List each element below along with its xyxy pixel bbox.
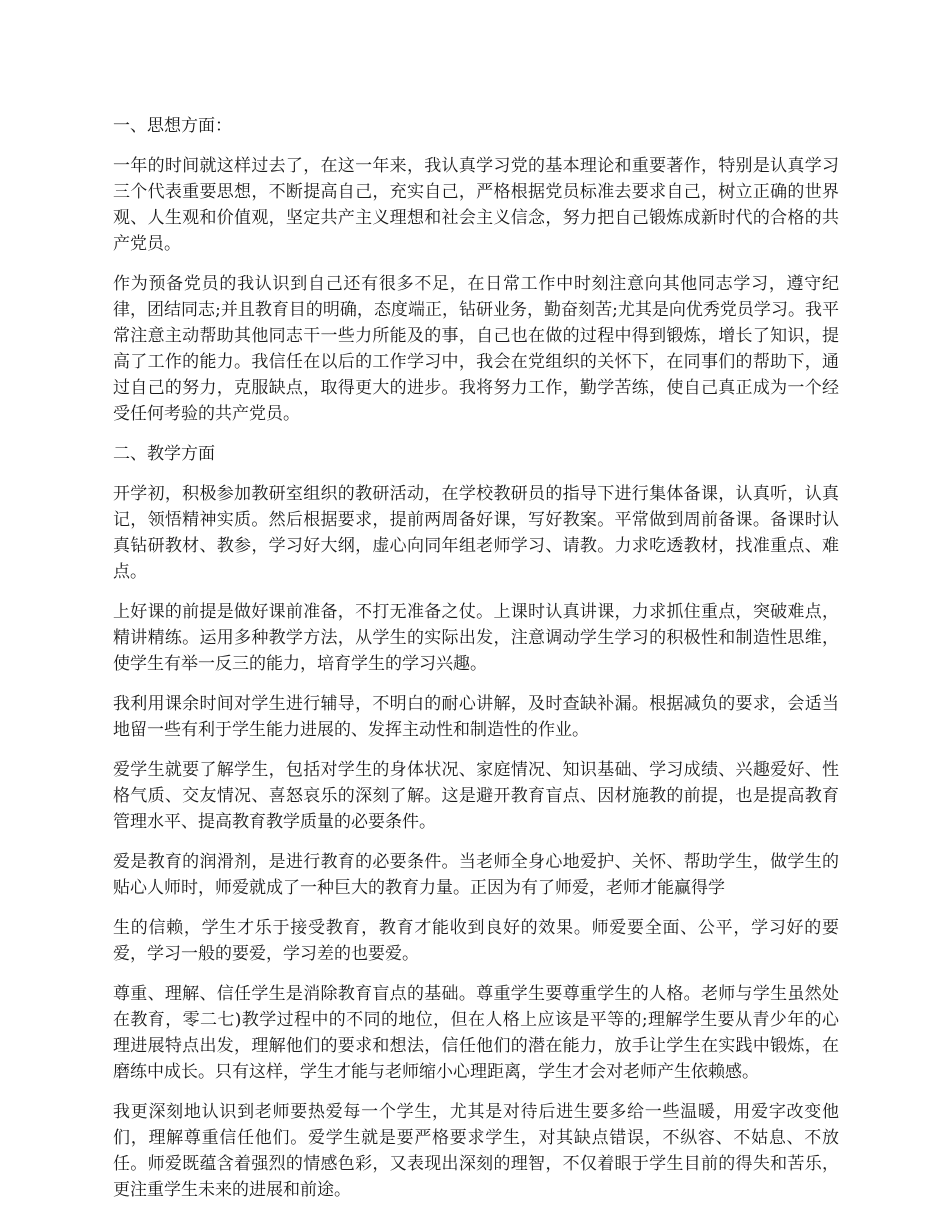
paragraph: 爱是教育的润滑剂，是进行教育的必要条件。当老师全身心地爱护、关怀、帮助学生，做学生的贴心人师时，师爱就成了一种巨大的教育力量。正因为有了师爱，老师才能赢得学 [113, 852, 839, 898]
paragraph: 爱学生就要了解学生，包括对学生的身体状况、家庭情况、知识基础、学习成绩、兴趣爱好、性格气质、交友情况、喜怒哀乐的深刻了解。这是避开教育盲点、因材施教的前提，也是提高教育管理水平、提高教育教学质量的必要条件。 [113, 760, 839, 832]
paragraph: 我利用课余时间对学生进行辅导，不明白的耐心讲解，及时查缺补漏。根据减负的要求，会适当地留一些有利于学生能力进展的、发挥主动性和制造性的作业。 [113, 694, 839, 740]
paragraph: 一年的时间就这样过去了，在这一年来，我认真学习党的基本理论和重要著作，特别是认真学习三个代表重要思想，不断提高自己，充实自己，严格根据党员标准去要求自己，树立正确的世界观、人生观和价值观，坚定共产主义理想和社会主义信念，努力把自己锻炼成新时代的合格的共产党员。 [113, 156, 839, 254]
paragraph: 上好课的前提是做好课前准备，不打无准备之仗。上课时认真讲课，力求抓住重点，突破难点，精讲精练。运用多种教学方法，从学生的实际出发，注意调动学生学习的积极性和制造性思维，使学生有举一反三的能力，培育学生的学习兴趣。 [113, 602, 839, 674]
paragraph: 作为预备党员的我认识到自己还有很多不足，在日常工作中时刻注意向其他同志学习，遵守纪律，团结同志;并且教育目的明确，态度端正，钻研业务，勤奋刻苦;尤其是向优秀党员学习。我平常注意主动帮助其他同志干一些力所能及的事，自己也在做的过程中得到锻炼，增长了知识，提高了工作的能力。我信任在以后的工作学习中，我会在党组织的关怀下，在同事们的帮助下，通过自己的努力，克服缺点，取得更大的进步。我将努力工作，勤学苦练，使自己真正成为一个经受任何考验的共产党员。 [113, 274, 839, 424]
section-heading-teaching: 二、教学方面 [113, 444, 215, 464]
paragraph: 开学初，积极参加教研室组织的教研活动，在学校教研员的指导下进行集体备课，认真听，认真记，领悟精神实质。然后根据要求，提前两周备好课，写好教案。平常做到周前备课。备课时认真钻研教材、教参，学习好大纲，虚心向同年组老师学习、请教。力求吃透教材，找准重点、难点。 [113, 484, 839, 582]
paragraph: 我更深刻地认识到老师要热爱每一个学生，尤其是对待后进生要多给一些温暖，用爱字改变他们，理解尊重信任他们。爱学生就是要严格要求学生，对其缺点错误，不纵容、不姑息、不放任。师爱既蕴含着强烈的情感色彩，又表现出深刻的理智，不仅着眼于学生目前的得失和苦乐，更注重学生未来的进展和前途。 [113, 1102, 839, 1200]
paragraph: 生的信赖，学生才乐于接受教育，教育才能收到良好的效果。师爱要全面、公平，学习好的要爱，学习一般的要爱，学习差的也要爱。 [113, 918, 839, 964]
section-heading-thought: 一、思想方面： [113, 116, 232, 136]
paragraph: 尊重、理解、信任学生是消除教育盲点的基础。尊重学生要尊重学生的人格。老师与学生虽然处在教育，零二七)教学过程中的不同的地位，但在人格上应该是平等的;理解学生要从青少年的心理进展特点出发，理解他们的要求和想法，信任他们的潜在能力，放手让学生在实践中锻炼，在磨练中成长。只有这样，学生才能与老师缩小心理距离，学生才会对老师产生依赖感。 [113, 984, 839, 1082]
